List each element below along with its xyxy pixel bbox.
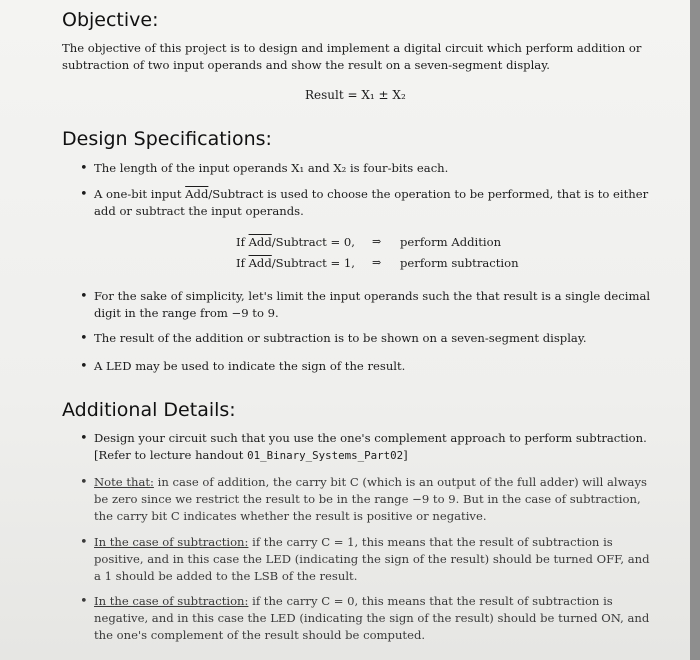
range-text: For the sake of simplicity, let's limit the input operands such the that result is a single decimal digit in the range from −9 to 9.	[94, 289, 651, 320]
cond-rest: /Subtract = 0,	[271, 235, 355, 249]
note-lead: Note that:	[94, 475, 154, 489]
addsub-text-post: /Subtract is used to choose the operation to be performed, that is to either add or subtract the input operands.	[94, 187, 649, 218]
cond-if: If	[236, 235, 249, 249]
note-text: in case of addition, the carry bit C (which is an output of the full adder) will always be zero since we restrict the result to be in the range −9 to 9. But in the case of subtraction, the carry bit C indicates whether the result is positive or negative.	[94, 475, 647, 523]
condition-subtract	[236, 255, 355, 272]
subtraction-negative-text: if the carry C = 0, this means that the result of subtraction is negative, and in this case the LED (indicating the sign of the result) should be turned ON, and the one's complement of the result should be computed.	[94, 594, 650, 642]
cond-if: If	[236, 256, 249, 270]
objective-heading: Objective:	[62, 9, 159, 31]
cond-add-overline: $\overline{Add}$	[248, 256, 272, 270]
led-text: A LED may be used to indicate the sign of the result.	[94, 359, 406, 373]
cond-add-overline: $\overline{Add}$	[248, 235, 272, 249]
subtraction-negative-lead: In the case of subtraction:	[94, 594, 249, 608]
complement-text-end: ]	[403, 448, 408, 462]
action-subtract: perform subtraction	[400, 256, 519, 270]
complement-text: Design your circuit such that you use the one's complement approach to perform subtraction. [Refer to lecture handout	[94, 431, 647, 462]
subtraction-positive-text: if the carry C = 1, this means that the result of subtraction is positive, and in this case the LED (indicating the sign of the result) should be turned OFF, and a 1 should be added to the LSB of the result.	[94, 535, 650, 583]
list-item	[80, 160, 655, 177]
implies-arrow-icon: ⇒	[372, 256, 382, 269]
list-item	[80, 593, 655, 644]
handout-code: 01_Binary_Systems_Part02	[247, 449, 404, 462]
list-item	[80, 288, 655, 322]
list-item	[80, 430, 655, 464]
additional-details-heading: Additional Details:	[62, 399, 236, 421]
objective-text: The objective of this project is to design and implement a digital circuit which perform addition or subtraction of two input operands and show the result on a seven-segment display.	[62, 41, 642, 72]
design-specifications-heading: Design Specifications:	[62, 128, 272, 150]
action-add: perform Addition	[400, 235, 502, 249]
list-item	[80, 534, 655, 585]
list-item	[80, 358, 655, 375]
result-formula: Result = X₁ ± X₂	[305, 88, 406, 102]
subtraction-positive-lead: In the case of subtraction:	[94, 535, 249, 549]
add-overline: $\overline{Add}$	[185, 187, 209, 201]
addsub-text-pre: A one-bit input	[94, 187, 186, 201]
implies-arrow-icon: ⇒	[372, 235, 382, 248]
list-item	[80, 186, 655, 220]
cond-rest: /Subtract = 1,	[271, 256, 355, 270]
display-text: The result of the addition or subtraction is to be shown on a seven-segment display.	[94, 331, 587, 345]
list-item	[80, 474, 655, 525]
list-item	[80, 330, 655, 347]
condition-add	[236, 234, 355, 251]
operand-length-text: The length of the input operands X₁ and X₂ is four-bits each.	[94, 161, 449, 175]
